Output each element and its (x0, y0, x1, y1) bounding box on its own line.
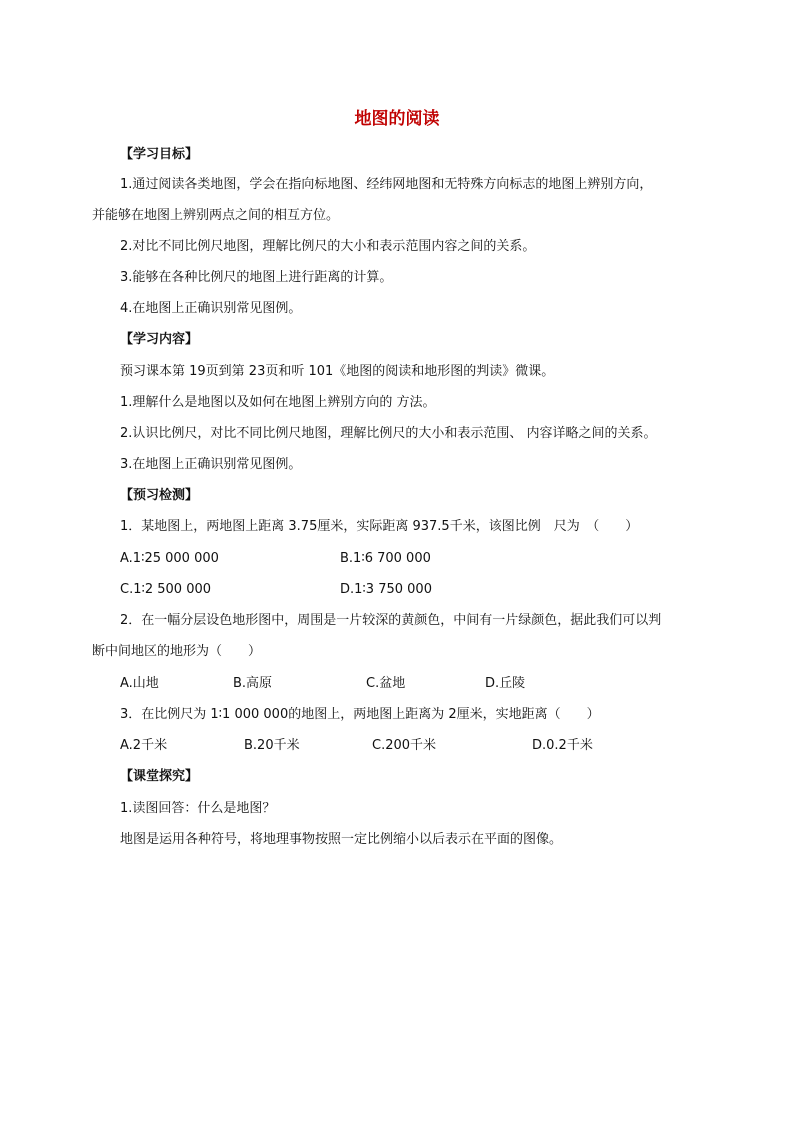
q2-option-b: B.高原 (233, 676, 273, 691)
explore-heading: 【课堂探究】 (120, 769, 199, 784)
objective-item: 4.在地图上正确识别常见图例。 (120, 301, 302, 316)
content-heading: 【学习内容】 (120, 332, 199, 347)
question-2-line2: 断中间地区的地形为（ ） (92, 644, 262, 659)
q3-option-c: C.200千米 (372, 738, 437, 753)
objective-item: 1.通过阅读各类地图，学会在指向标地图、经纬网地图和无特殊方向标志的地图上辨别方向， (120, 177, 653, 192)
q3-option-a: A.2千米 (120, 738, 168, 753)
question-1: 1．某地图上，两地图上距离 3.75厘米，实际距离 937.5千米，该图比例 尺为 （ ） (120, 519, 639, 534)
objective-item: 并能够在地图上辨别两点之间的相互方位。 (92, 208, 340, 223)
check-heading: 【预习检测】 (120, 488, 199, 503)
q1-option-b: B.1∶6 700 000 (340, 551, 431, 566)
q1-option-d: D.1∶3 750 000 (340, 582, 432, 597)
q1-option-c: C.1∶2 500 000 (120, 582, 212, 597)
question-2-line1: 2．在一幅分层设色地形图中，周围是一片较深的黄颜色，中间有一片绿颜色，据此我们可以判 (120, 613, 662, 628)
page-title: 地图的阅读 (354, 109, 440, 129)
q1-option-a: A.1∶25 000 000 (120, 551, 219, 566)
q2-option-c: C.盆地 (366, 676, 406, 691)
q2-option-d: D.丘陵 (485, 676, 526, 691)
question-3: 3．在比例尺为 1∶1 000 000的地图上，两地图上距离为 2厘米，实地距离（ ） (120, 707, 600, 722)
objective-item: 2.对比不同比例尺地图，理解比例尺的大小和表示范围内容之间的关系。 (120, 239, 536, 254)
content-item: 2.认识比例尺，对比不同比例尺地图，理解比例尺的大小和表示范围、 内容详略之间的关系。 (120, 426, 657, 441)
q3-option-d: D.0.2千米 (532, 738, 593, 753)
explore-answer: 地图是运用各种符号，将地理事物按照一定比例缩小以后表示在平面的图像。 (120, 832, 563, 847)
objective-item: 3.能够在各种比例尺的地图上进行距离的计算。 (120, 270, 393, 285)
content-item: 1.理解什么是地图以及如何在地图上辨别方向的 方法。 (120, 395, 436, 410)
content-intro: 预习课本第 19页到第 23页和听 101《地图的阅读和地形图的判读》微课。 (120, 364, 555, 379)
content-item: 3.在地图上正确识别常见图例。 (120, 457, 302, 472)
explore-question: 1.读图回答：什么是地图？ (120, 801, 276, 816)
objectives-heading: 【学习目标】 (120, 147, 199, 162)
q2-option-a: A.山地 (120, 676, 159, 691)
q3-option-b: B.20千米 (244, 738, 300, 753)
